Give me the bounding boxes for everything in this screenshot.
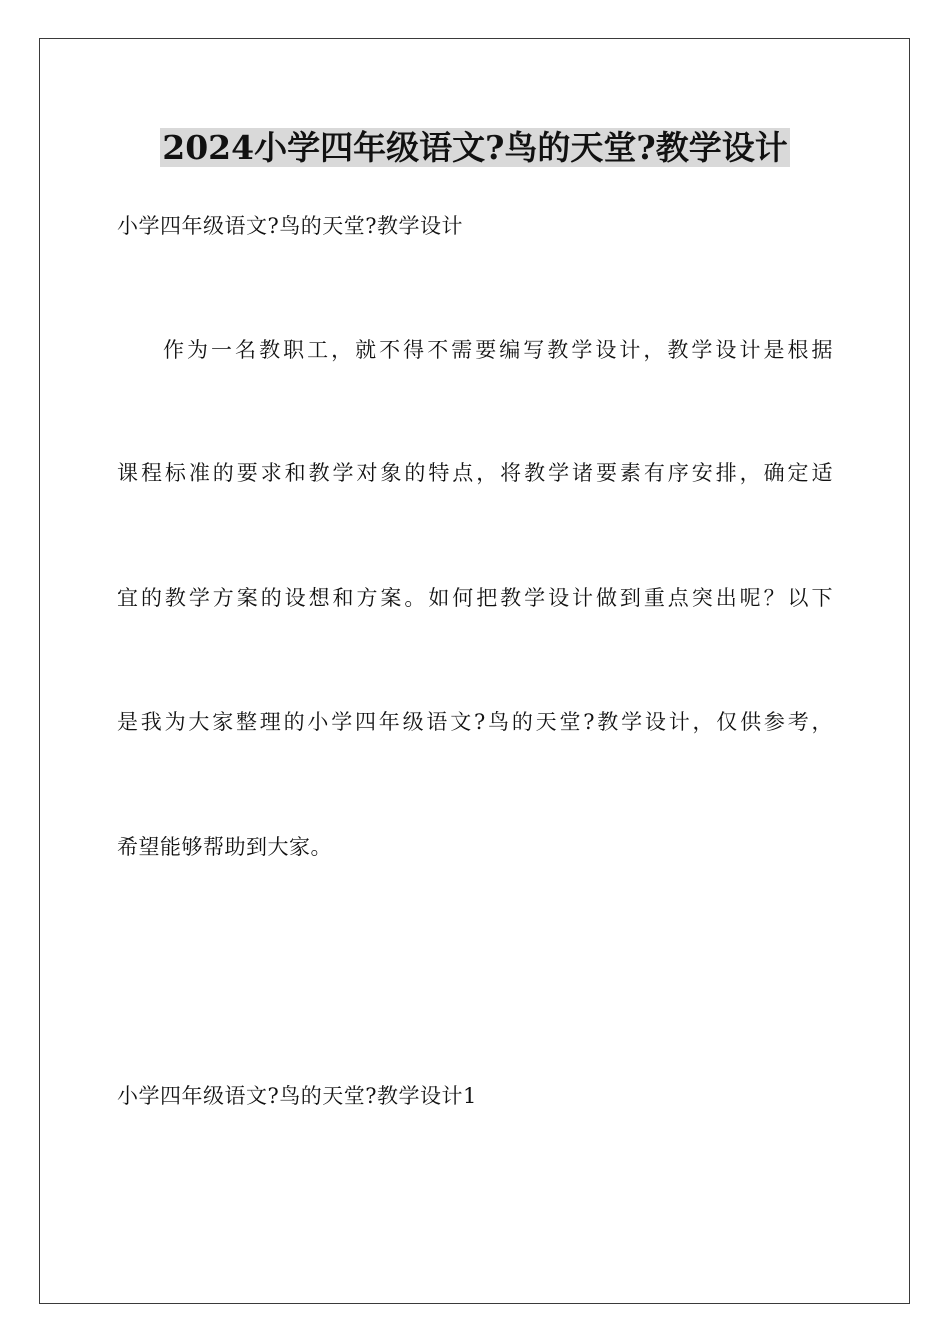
intro-paragraph-line: 课程标准的要求和教学对象的特点，将教学诸要素有序安排，确定适 <box>117 461 833 485</box>
document-subtitle: 小学四年级语文?鸟的天堂?教学设计 <box>117 214 464 238</box>
section-heading: 小学四年级语文?鸟的天堂?教学设计1 <box>117 1084 477 1108</box>
intro-paragraph-line: 作为一名教职工，就不得不需要编写教学设计，教学设计是根据 <box>163 338 833 362</box>
document-title-text: 2024小学四年级语文?鸟的天堂?教学设计 <box>162 128 788 167</box>
intro-paragraph-line: 是我为大家整理的小学四年级语文?鸟的天堂?教学设计，仅供参考， <box>117 710 833 734</box>
document-title <box>0 126 950 170</box>
intro-paragraph-line: 希望能够帮助到大家。 <box>117 835 332 859</box>
intro-paragraph-line: 宜的教学方案的设想和方案。如何把教学设计做到重点突出呢？以下 <box>117 586 833 610</box>
